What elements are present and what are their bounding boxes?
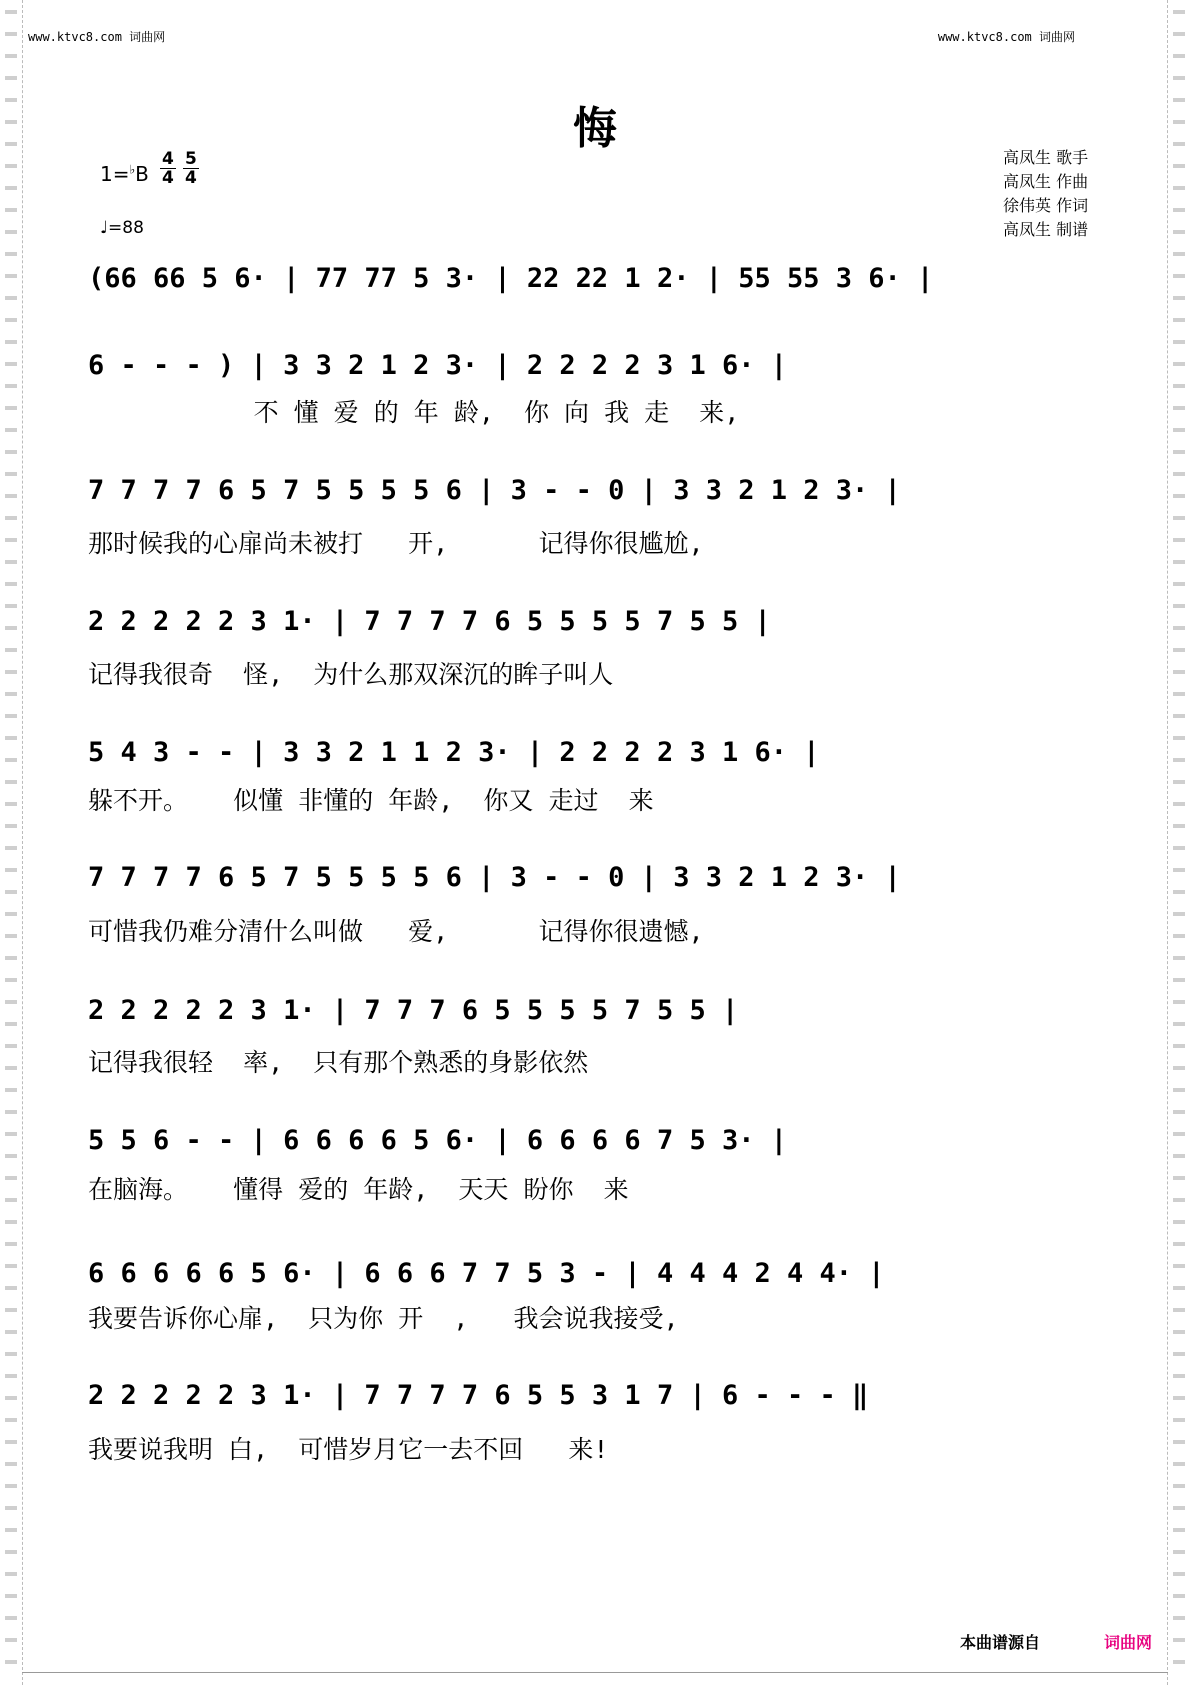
margin-tick xyxy=(5,274,17,278)
margin-tick xyxy=(5,1242,17,1246)
margin-tick xyxy=(1173,1616,1185,1620)
margin-tick xyxy=(5,54,17,58)
footer-brand-link[interactable]: 词曲网 xyxy=(1104,1633,1153,1652)
margin-tick xyxy=(1173,1154,1185,1158)
margin-tick xyxy=(5,1418,17,1422)
margin-tick xyxy=(1173,76,1185,80)
margin-tick xyxy=(5,1308,17,1312)
tempo-value: =88 xyxy=(108,218,144,238)
margin-tick xyxy=(1173,1198,1185,1202)
margin-tick xyxy=(5,978,17,982)
score-lyrics-row-5: 躲不开。 似懂 非懂的 年龄, 你又 走过 来 xyxy=(88,786,654,815)
margin-tick xyxy=(1173,824,1185,828)
margin-tick xyxy=(1173,1022,1185,1026)
left-margin-strip xyxy=(0,0,23,1685)
margin-tick xyxy=(5,1198,17,1202)
margin-tick xyxy=(5,1440,17,1444)
margin-tick xyxy=(1173,1242,1185,1246)
margin-tick xyxy=(5,450,17,454)
margin-tick xyxy=(1173,516,1185,520)
time-signature-2 xyxy=(183,150,199,187)
margin-tick xyxy=(1173,758,1185,762)
margin-tick xyxy=(1173,648,1185,652)
credit-singer: 高凤生 歌手 xyxy=(1003,148,1089,167)
key-prefix: 1= xyxy=(100,162,130,186)
margin-tick xyxy=(5,1484,17,1488)
margin-tick xyxy=(1173,340,1185,344)
margin-tick xyxy=(1173,1462,1185,1466)
margin-tick xyxy=(5,692,17,696)
margin-tick xyxy=(1173,912,1185,916)
margin-tick xyxy=(1173,956,1185,960)
margin-tick xyxy=(1173,54,1185,58)
margin-tick xyxy=(1173,868,1185,872)
quarter-note-icon: ♩ xyxy=(100,218,109,238)
credit-arranger: 高凤生 制谱 xyxy=(1003,220,1089,239)
margin-tick xyxy=(5,604,17,608)
margin-tick xyxy=(1173,296,1185,300)
score-lyrics-row-1 xyxy=(88,310,1098,344)
margin-tick xyxy=(1173,626,1185,630)
margin-tick xyxy=(5,780,17,784)
margin-tick xyxy=(1173,1418,1185,1422)
margin-tick xyxy=(1173,560,1185,564)
margin-tick xyxy=(1173,1088,1185,1092)
margin-tick xyxy=(1173,1132,1185,1136)
site-url-right[interactable]: www.ktvc8.com 词曲网 xyxy=(937,30,1075,44)
margin-tick xyxy=(1173,978,1185,982)
margin-tick xyxy=(5,890,17,894)
credit-composer: 高凤生 作曲 xyxy=(1003,172,1089,191)
score-notes-row-4: 2 2 2 2 2 3 1· | 7 7 7 7 6 5 5 5 5 7 5 5 | xyxy=(88,606,771,637)
margin-tick xyxy=(1173,538,1185,542)
margin-tick xyxy=(5,670,17,674)
margin-tick xyxy=(5,362,17,366)
margin-tick xyxy=(5,208,17,212)
margin-tick xyxy=(5,76,17,80)
margin-tick xyxy=(1173,1396,1185,1400)
margin-tick xyxy=(5,1594,17,1598)
site-url-left[interactable]: www.ktvc8.com 词曲网 xyxy=(28,30,166,44)
margin-tick xyxy=(1173,582,1185,586)
margin-tick xyxy=(1173,1308,1185,1312)
margin-tick xyxy=(5,714,17,718)
margin-tick xyxy=(1173,1286,1185,1290)
time-signature-1 xyxy=(160,150,176,187)
margin-tick xyxy=(5,802,17,806)
margin-tick xyxy=(5,846,17,850)
margin-tick xyxy=(5,1396,17,1400)
margin-tick xyxy=(5,1154,17,1158)
margin-tick xyxy=(5,1660,17,1664)
margin-tick xyxy=(5,1572,17,1576)
key-signature xyxy=(100,162,149,186)
margin-tick xyxy=(1173,164,1185,168)
margin-tick xyxy=(1173,1264,1185,1268)
margin-tick xyxy=(5,1088,17,1092)
margin-tick xyxy=(5,868,17,872)
margin-tick xyxy=(1173,362,1185,366)
margin-tick xyxy=(5,626,17,630)
margin-tick xyxy=(1173,208,1185,212)
margin-tick xyxy=(5,582,17,586)
margin-tick xyxy=(1173,1110,1185,1114)
margin-tick xyxy=(5,824,17,828)
margin-tick xyxy=(5,186,17,190)
margin-tick xyxy=(1173,890,1185,894)
margin-tick xyxy=(5,1044,17,1048)
score-lyrics-row-6: 可惜我仍难分清什么叫做 爱, 记得你很遗憾, xyxy=(88,917,704,946)
margin-tick xyxy=(5,1462,17,1466)
margin-tick xyxy=(5,1022,17,1026)
margin-tick xyxy=(1173,1176,1185,1180)
margin-tick xyxy=(1173,736,1185,740)
margin-tick xyxy=(5,1176,17,1180)
margin-tick xyxy=(1173,1660,1185,1664)
score-lyrics-row-4: 记得我很奇 怪, 为什么那双深沉的眸子叫人 xyxy=(88,660,614,689)
margin-tick xyxy=(5,1000,17,1004)
margin-tick xyxy=(1173,1066,1185,1070)
margin-tick xyxy=(5,252,17,256)
margin-tick xyxy=(1173,230,1185,234)
margin-tick xyxy=(5,1550,17,1554)
margin-tick xyxy=(1173,450,1185,454)
song-title: 悔 xyxy=(573,103,617,154)
margin-tick xyxy=(1173,10,1185,14)
margin-tick xyxy=(5,758,17,762)
score-lyrics-row-9: 我要告诉你心扉, 只为你 开 , 我会说我接受, xyxy=(88,1304,679,1333)
score-notes-row-9: 6 6 6 6 6 5 6· | 6 6 6 7 7 5 3 - | 4 4 4 2 4 4· | xyxy=(88,1258,885,1289)
right-margin-strip xyxy=(1167,0,1190,1685)
margin-tick xyxy=(5,538,17,542)
margin-tick xyxy=(1173,1440,1185,1444)
margin-tick xyxy=(5,1110,17,1114)
margin-tick xyxy=(1173,494,1185,498)
score-notes-row-1: (66 66 5 6· | 77 77 5 3· | 22 22 1 2· | 55 55 3 6· | xyxy=(88,263,934,294)
margin-tick xyxy=(5,1528,17,1532)
margin-tick xyxy=(5,648,17,652)
credit-lyricist: 徐伟英 作词 xyxy=(1003,196,1089,215)
margin-tick xyxy=(1173,1330,1185,1334)
margin-tick xyxy=(5,560,17,564)
margin-tick xyxy=(1173,428,1185,432)
score-lyrics-row-2: 不 懂 爱 的 年 龄, 你 向 我 走 来, xyxy=(88,398,740,427)
margin-tick xyxy=(5,340,17,344)
margin-tick xyxy=(5,318,17,322)
margin-tick xyxy=(5,472,17,476)
margin-tick xyxy=(1173,274,1185,278)
margin-tick xyxy=(5,1616,17,1620)
margin-tick xyxy=(5,1506,17,1510)
tempo-marking xyxy=(100,218,144,238)
margin-tick xyxy=(1173,780,1185,784)
score-notes-row-8: 5 5 6 - - | 6 6 6 6 5 6· | 6 6 6 6 7 5 3· | xyxy=(88,1125,787,1156)
margin-tick xyxy=(1173,692,1185,696)
margin-tick xyxy=(5,934,17,938)
margin-tick xyxy=(1173,318,1185,322)
score-notes-row-5: 5 4 3 - - | 3 3 2 1 1 2 3· | 2 2 2 2 3 1 6· | xyxy=(88,737,820,768)
margin-tick xyxy=(1173,1550,1185,1554)
margin-tick xyxy=(5,296,17,300)
margin-tick xyxy=(1173,1374,1185,1378)
margin-tick xyxy=(5,736,17,740)
margin-tick xyxy=(1173,846,1185,850)
time-sig-2-denominator: 4 xyxy=(185,168,197,188)
margin-tick xyxy=(1173,384,1185,388)
footer-divider xyxy=(22,1672,1168,1673)
margin-tick xyxy=(1173,1528,1185,1532)
score-notes-row-6: 7 7 7 7 6 5 7 5 5 5 5 6 | 3 - - 0 | 3 3 2 1 2 3· | xyxy=(88,862,901,893)
margin-tick xyxy=(1173,1594,1185,1598)
margin-tick xyxy=(1173,1484,1185,1488)
margin-tick xyxy=(5,1066,17,1070)
margin-tick xyxy=(5,1330,17,1334)
score-lyrics-row-3: 那时候我的心扉尚未被打 开, 记得你很尴尬, xyxy=(88,529,704,558)
margin-tick xyxy=(1173,406,1185,410)
margin-tick xyxy=(1173,186,1185,190)
margin-tick xyxy=(5,384,17,388)
margin-tick xyxy=(5,912,17,916)
margin-tick xyxy=(5,32,17,36)
margin-tick xyxy=(5,1220,17,1224)
margin-tick xyxy=(1173,1506,1185,1510)
margin-tick xyxy=(1173,1220,1185,1224)
margin-tick xyxy=(5,494,17,498)
score-lyrics-row-10: 我要说我明 白, 可惜岁月它一去不回 来! xyxy=(88,1435,609,1464)
margin-tick xyxy=(5,1638,17,1642)
time-sig-1-numerator: 4 xyxy=(162,149,174,169)
margin-tick xyxy=(1173,604,1185,608)
score-notes-row-10: 2 2 2 2 2 3 1· | 7 7 7 7 6 5 5 3 1 7 | 6 - - - ‖ xyxy=(88,1380,869,1411)
margin-tick xyxy=(5,406,17,410)
margin-tick xyxy=(5,1286,17,1290)
footer-source-label: 本曲谱源自 xyxy=(960,1633,1041,1652)
margin-tick xyxy=(1173,1638,1185,1642)
score-notes-row-2: 6 - - - ) | 3 3 2 1 2 3· | 2 2 2 2 3 1 6· | xyxy=(88,350,787,381)
score-lyrics-row-8: 在脑海。 懂得 爱的 年龄, 天天 盼你 来 xyxy=(88,1175,629,1204)
time-sig-1-denominator: 4 xyxy=(162,168,174,188)
margin-tick xyxy=(1173,1000,1185,1004)
credits xyxy=(1003,146,1088,242)
margin-tick xyxy=(5,230,17,234)
margin-tick xyxy=(1173,472,1185,476)
margin-tick xyxy=(1173,1044,1185,1048)
margin-tick xyxy=(5,428,17,432)
margin-tick xyxy=(5,1374,17,1378)
margin-tick xyxy=(1173,802,1185,806)
margin-tick xyxy=(1173,1572,1185,1576)
margin-tick xyxy=(1173,32,1185,36)
margin-tick xyxy=(1173,1352,1185,1356)
margin-tick xyxy=(1173,714,1185,718)
margin-tick xyxy=(5,956,17,960)
margin-tick xyxy=(1173,670,1185,674)
score-lyrics-row-7: 记得我很轻 率, 只有那个熟悉的身影依然 xyxy=(88,1048,589,1077)
margin-tick xyxy=(5,516,17,520)
score-notes-row-3: 7 7 7 7 6 5 7 5 5 5 5 6 | 3 - - 0 | 3 3 2 1 2 3· | xyxy=(88,475,901,506)
score-notes-row-7: 2 2 2 2 2 3 1· | 7 7 7 6 5 5 5 5 7 5 5 | xyxy=(88,995,739,1026)
margin-tick xyxy=(5,10,17,14)
margin-tick xyxy=(1173,934,1185,938)
key-note: B xyxy=(135,162,149,186)
margin-tick xyxy=(1173,252,1185,256)
margin-tick xyxy=(5,164,17,168)
margin-tick xyxy=(5,1264,17,1268)
margin-tick xyxy=(5,1352,17,1356)
flat-symbol: ♭ xyxy=(129,162,136,177)
margin-tick xyxy=(5,1132,17,1136)
time-sig-2-numerator: 5 xyxy=(185,149,197,169)
